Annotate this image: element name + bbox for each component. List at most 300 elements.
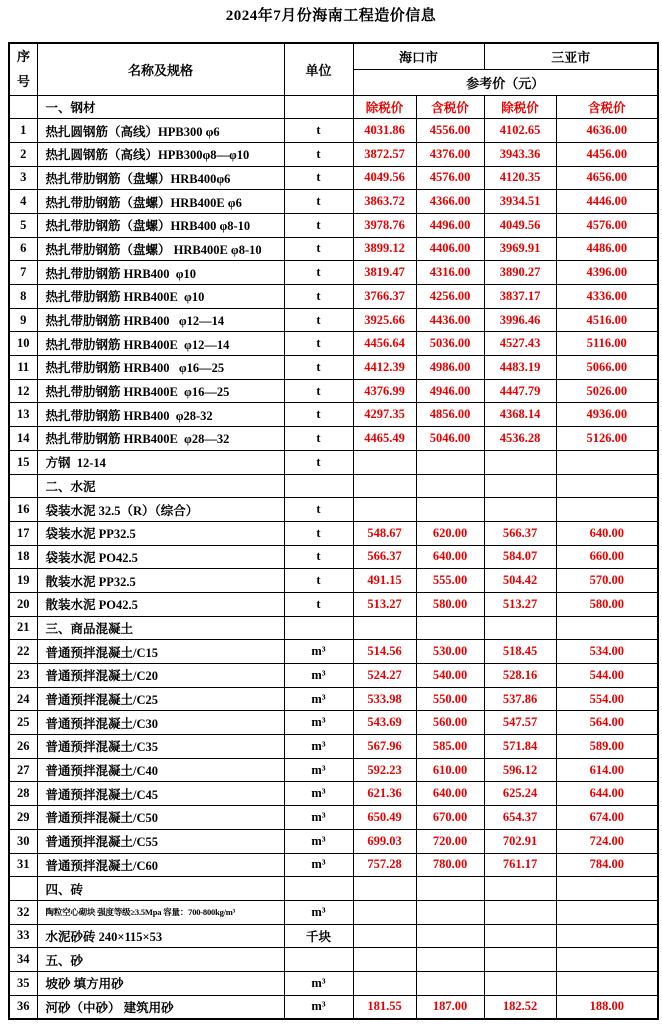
row-number: 30 [9,829,37,853]
item-unit: t [284,545,353,569]
sanya-inc-tax-price: 4516.00 [556,308,658,332]
haikou-inc-tax-price: 550.00 [416,687,484,711]
table-row [9,711,658,735]
haikou-inc-tax-price: 4406.00 [416,237,484,261]
item-unit: t [284,379,353,403]
item-unit: t [284,569,353,593]
haikou-ex-tax-price: 4465.49 [353,427,416,451]
haikou-inc-tax-price: 720.00 [416,829,484,853]
haikou-inc-tax-price [416,971,484,995]
item-unit [284,616,353,640]
table-row [9,900,658,924]
table-row [9,190,658,214]
haikou-ex-tax-price: 699.03 [353,829,416,853]
haikou-ex-tax-price: 4031.86 [353,119,416,143]
sanya-ex-tax-price [484,498,556,522]
item-unit: m³ [284,758,353,782]
haikou-ex-tax-price: 524.27 [353,664,416,688]
item-name: 热扎带肋钢筋（盘螺）HRB400 φ8-10 [37,213,284,237]
haikou-inc-tax-price: 530.00 [416,640,484,664]
item-unit: t [284,237,353,261]
haikou-inc-tax-price: 670.00 [416,806,484,830]
sanya-ex-tax-price: 4536.28 [484,427,556,451]
sanya-ex-tax-price [484,474,556,498]
sanya-inc-tax-price: 4576.00 [556,213,658,237]
item-name: 热扎带肋钢筋 HRB400 φ28-32 [37,403,284,427]
table-row [9,687,658,711]
haikou-ex-tax-price [353,971,416,995]
sanya-inc-tax-price: 644.00 [556,782,658,806]
item-unit: t [284,427,353,451]
sanya-ex-tax-price: 584.07 [484,545,556,569]
row-number: 22 [9,640,37,664]
header-reference-price: 参考价（元） [353,69,658,95]
row-number: 19 [9,569,37,593]
sanya-inc-tax-price [556,616,658,640]
item-name: 热扎带肋钢筋 HRB400E φ16—25 [37,379,284,403]
table-row [9,640,658,664]
haikou-ex-tax-price: 513.27 [353,592,416,616]
sanya-inc-tax-price: 5126.00 [556,427,658,451]
header-unit: 单位 [284,43,353,95]
sanya-inc-tax-price: 4396.00 [556,261,658,285]
item-unit: t [284,285,353,309]
row-number: 5 [9,213,37,237]
haikou-ex-tax-price [353,474,416,498]
row-number: 7 [9,261,37,285]
item-name: 普通预拌混凝土/C15 [37,640,284,664]
header-haikou-city: 海口市 [353,43,484,69]
haikou-ex-tax-price: 4049.56 [353,166,416,190]
section-label: 二、水泥 [37,474,284,498]
haikou-inc-tax-price: 4946.00 [416,379,484,403]
sanya-ex-tax-price [484,971,556,995]
table-row [9,735,658,759]
haikou-ex-tax-price: 757.28 [353,853,416,877]
section-row [9,877,658,901]
item-unit: t [284,119,353,143]
haikou-inc-tax-price: 5036.00 [416,332,484,356]
haikou-ex-tax-price: 514.56 [353,640,416,664]
sanya-inc-tax-price: 含税价 [556,95,658,119]
haikou-ex-tax-price: 3925.66 [353,308,416,332]
haikou-ex-tax-price [353,616,416,640]
item-name: 袋装水泥 PO42.5 [37,545,284,569]
item-name: 陶粒空心砌块 强度等级≥3.5Mpa 容量：700-800kg/m³ [37,900,284,924]
header-sanya-city: 三亚市 [484,43,658,69]
item-unit: t [284,261,353,285]
item-name: 热扎带肋钢筋 HRB400 φ16—25 [37,356,284,380]
item-name: 热扎带肋钢筋 HRB400E φ28—32 [37,427,284,451]
item-name: 热扎圆钢筋（高线）HPB300φ8—φ10 [37,142,284,166]
sanya-inc-tax-price: 544.00 [556,664,658,688]
haikou-inc-tax-price: 4376.00 [416,142,484,166]
item-unit: t [284,308,353,332]
item-unit: t [284,450,353,474]
haikou-ex-tax-price [353,498,416,522]
haikou-inc-tax-price: 4856.00 [416,403,484,427]
sanya-inc-tax-price [556,877,658,901]
item-name: 袋装水泥 PP32.5 [37,521,284,545]
table-row [9,664,658,688]
item-unit: t [284,356,353,380]
row-number: 35 [9,971,37,995]
table-row [9,829,658,853]
sanya-inc-tax-price: 5026.00 [556,379,658,403]
table-row [9,261,658,285]
haikou-inc-tax-price: 4496.00 [416,213,484,237]
haikou-ex-tax-price [353,948,416,972]
sanya-ex-tax-price: 4102.65 [484,119,556,143]
row-number: 10 [9,332,37,356]
item-name: 普通预拌混凝土/C25 [37,687,284,711]
section-label: 一、钢材 [37,95,284,119]
section-row [9,948,658,972]
item-name: 普通预拌混凝土/C45 [37,782,284,806]
row-number: 36 [9,995,37,1019]
haikou-inc-tax-price [416,900,484,924]
row-number: 24 [9,687,37,711]
haikou-inc-tax-price: 4576.00 [416,166,484,190]
item-name: 普通预拌混凝土/C30 [37,711,284,735]
haikou-ex-tax-price: 4456.64 [353,332,416,356]
row-number: 11 [9,356,37,380]
haikou-ex-tax-price: 3978.76 [353,213,416,237]
sanya-ex-tax-price: 761.17 [484,853,556,877]
item-unit: m³ [284,971,353,995]
sanya-ex-tax-price [484,924,556,948]
haikou-ex-tax-price: 4297.35 [353,403,416,427]
item-name: 散装水泥 PP32.5 [37,569,284,593]
sanya-inc-tax-price: 4336.00 [556,285,658,309]
section-label: 四、砖 [37,877,284,901]
item-unit: 千块 [284,924,353,948]
haikou-ex-tax-price: 533.98 [353,687,416,711]
haikou-inc-tax-price: 4986.00 [416,356,484,380]
sanya-ex-tax-price: 4049.56 [484,213,556,237]
table-row [9,213,658,237]
haikou-ex-tax-price: 4376.99 [353,379,416,403]
haikou-inc-tax-price: 585.00 [416,735,484,759]
item-unit [284,877,353,901]
haikou-inc-tax-price: 780.00 [416,853,484,877]
item-unit: t [284,498,353,522]
haikou-inc-tax-price: 4256.00 [416,285,484,309]
sanya-ex-tax-price: 3934.51 [484,190,556,214]
haikou-inc-tax-price [416,948,484,972]
sanya-ex-tax-price: 702.91 [484,829,556,853]
header-row-cities [9,43,658,69]
sanya-ex-tax-price: 4527.43 [484,332,556,356]
sanya-inc-tax-price: 570.00 [556,569,658,593]
haikou-ex-tax-price: 567.96 [353,735,416,759]
haikou-inc-tax-price: 187.00 [416,995,484,1019]
item-name: 普通预拌混凝土/C55 [37,829,284,853]
sanya-ex-tax-price: 3837.17 [484,285,556,309]
sanya-inc-tax-price [556,948,658,972]
page-title: 2024年7月份海南工程造价信息 [225,8,437,24]
haikou-ex-tax-price: 3766.37 [353,285,416,309]
item-unit: t [284,190,353,214]
row-number: 4 [9,190,37,214]
table-row [9,971,658,995]
item-unit: m³ [284,664,353,688]
haikou-ex-tax-price [353,450,416,474]
haikou-ex-tax-price: 4412.39 [353,356,416,380]
item-name: 热扎带肋钢筋 HRB400E φ12—14 [37,332,284,356]
haikou-ex-tax-price [353,924,416,948]
item-unit: t [284,142,353,166]
sanya-inc-tax-price: 674.00 [556,806,658,830]
row-number: 15 [9,450,37,474]
haikou-inc-tax-price: 560.00 [416,711,484,735]
item-name: 热扎带肋钢筋（盘螺） HRB400E φ8-10 [37,237,284,261]
row-number: 12 [9,379,37,403]
item-name: 普通预拌混凝土/C50 [37,806,284,830]
sanya-ex-tax-price: 182.52 [484,995,556,1019]
sanya-inc-tax-price: 589.00 [556,735,658,759]
table-row [9,119,658,143]
sanya-ex-tax-price [484,877,556,901]
haikou-inc-tax-price [416,474,484,498]
row-number: 31 [9,853,37,877]
haikou-inc-tax-price: 4436.00 [416,308,484,332]
table-row [9,545,658,569]
row-number: 13 [9,403,37,427]
sanya-inc-tax-price: 534.00 [556,640,658,664]
row-number: 27 [9,758,37,782]
item-unit: t [284,332,353,356]
haikou-inc-tax-price: 640.00 [416,545,484,569]
row-number: 21 [9,616,37,640]
item-unit: m³ [284,806,353,830]
haikou-inc-tax-price: 4316.00 [416,261,484,285]
row-number: 17 [9,521,37,545]
item-name: 热扎带肋钢筋（盘螺）HRB400E φ6 [37,190,284,214]
sanya-ex-tax-price [484,450,556,474]
sanya-inc-tax-price: 784.00 [556,853,658,877]
sanya-ex-tax-price: 518.45 [484,640,556,664]
item-name: 方钢 12-14 [37,450,284,474]
item-unit [284,95,353,119]
haikou-inc-tax-price [416,877,484,901]
item-name: 河砂（中砂） 建筑用砂 [37,995,284,1019]
item-unit: m³ [284,640,353,664]
table-body [9,95,658,1019]
sanya-ex-tax-price: 547.57 [484,711,556,735]
table-row [9,308,658,332]
row-number: 33 [9,924,37,948]
haikou-ex-tax-price: 548.67 [353,521,416,545]
sanya-inc-tax-price: 4446.00 [556,190,658,214]
row-number [9,95,37,119]
sanya-ex-tax-price: 566.37 [484,521,556,545]
sanya-inc-tax-price [556,971,658,995]
item-unit: t [284,521,353,545]
table-row [9,285,658,309]
table-row [9,924,658,948]
haikou-inc-tax-price: 620.00 [416,521,484,545]
item-name: 普通预拌混凝土/C40 [37,758,284,782]
haikou-ex-tax-price: 除税价 [353,95,416,119]
table-row [9,403,658,427]
sanya-ex-tax-price: 3996.46 [484,308,556,332]
row-number: 1 [9,119,37,143]
row-number: 28 [9,782,37,806]
table-row [9,142,658,166]
item-name: 热扎带肋钢筋（盘螺）HRB400φ6 [37,166,284,190]
sanya-inc-tax-price: 188.00 [556,995,658,1019]
sanya-inc-tax-price: 580.00 [556,592,658,616]
item-unit: m³ [284,687,353,711]
haikou-inc-tax-price: 555.00 [416,569,484,593]
sanya-inc-tax-price: 4636.00 [556,119,658,143]
haikou-ex-tax-price: 3872.57 [353,142,416,166]
item-unit: m³ [284,735,353,759]
haikou-ex-tax-price: 3899.12 [353,237,416,261]
item-name: 水泥砂砖 240×115×53 [37,924,284,948]
haikou-ex-tax-price: 621.36 [353,782,416,806]
sanya-inc-tax-price [556,450,658,474]
sanya-ex-tax-price: 504.42 [484,569,556,593]
sanya-inc-tax-price [556,900,658,924]
sanya-ex-tax-price: 528.16 [484,664,556,688]
sanya-inc-tax-price: 4456.00 [556,142,658,166]
haikou-inc-tax-price [416,616,484,640]
row-number: 3 [9,166,37,190]
section-label: 三、商品混凝土 [37,616,284,640]
item-name: 坡砂 填方用砂 [37,971,284,995]
item-name: 普通预拌混凝土/C60 [37,853,284,877]
haikou-inc-tax-price: 4366.00 [416,190,484,214]
item-unit: m³ [284,995,353,1019]
haikou-ex-tax-price: 543.69 [353,711,416,735]
sanya-inc-tax-price: 724.00 [556,829,658,853]
table-row [9,166,658,190]
row-number: 2 [9,142,37,166]
table-row [9,758,658,782]
sanya-ex-tax-price: 4120.35 [484,166,556,190]
table-row [9,332,658,356]
haikou-ex-tax-price [353,900,416,924]
section-row [9,474,658,498]
sanya-inc-tax-price: 564.00 [556,711,658,735]
sanya-ex-tax-price: 654.37 [484,806,556,830]
sanya-inc-tax-price [556,498,658,522]
row-number: 16 [9,498,37,522]
haikou-ex-tax-price: 592.23 [353,758,416,782]
row-number [9,877,37,901]
item-name: 热扎带肋钢筋 HRB400 φ12—14 [37,308,284,332]
table-row [9,853,658,877]
sanya-ex-tax-price: 513.27 [484,592,556,616]
item-unit [284,474,353,498]
haikou-inc-tax-price [416,924,484,948]
header-serial-number: 序号 [9,43,37,95]
item-unit [284,948,353,972]
item-name: 热扎圆钢筋（高线）HPB300 φ6 [37,119,284,143]
row-number [9,474,37,498]
row-number: 34 [9,948,37,972]
sanya-ex-tax-price [484,948,556,972]
row-number: 26 [9,735,37,759]
table-row [9,498,658,522]
table-row [9,995,658,1019]
haikou-inc-tax-price: 610.00 [416,758,484,782]
item-name: 普通预拌混凝土/C20 [37,664,284,688]
haikou-inc-tax-price: 580.00 [416,592,484,616]
item-unit: m³ [284,900,353,924]
sanya-inc-tax-price: 4656.00 [556,166,658,190]
haikou-inc-tax-price: 含税价 [416,95,484,119]
table-row [9,521,658,545]
table-row [9,569,658,593]
row-number: 9 [9,308,37,332]
item-unit: m³ [284,829,353,853]
haikou-ex-tax-price: 491.15 [353,569,416,593]
haikou-ex-tax-price: 3863.72 [353,190,416,214]
haikou-ex-tax-price: 181.55 [353,995,416,1019]
sanya-ex-tax-price: 4368.14 [484,403,556,427]
section-row [9,95,658,119]
haikou-inc-tax-price [416,498,484,522]
table-header [9,43,658,95]
item-name: 热扎带肋钢筋 HRB400E φ10 [37,285,284,309]
haikou-ex-tax-price: 566.37 [353,545,416,569]
price-table [8,42,659,1020]
header-name-spec: 名称及规格 [37,43,284,95]
sanya-ex-tax-price [484,900,556,924]
haikou-inc-tax-price: 5046.00 [416,427,484,451]
sanya-ex-tax-price: 625.24 [484,782,556,806]
row-number: 32 [9,900,37,924]
table-row [9,379,658,403]
row-number: 14 [9,427,37,451]
sanya-inc-tax-price: 5066.00 [556,356,658,380]
item-name: 散装水泥 PO42.5 [37,592,284,616]
sanya-ex-tax-price: 596.12 [484,758,556,782]
row-number: 6 [9,237,37,261]
haikou-ex-tax-price: 3819.47 [353,261,416,285]
haikou-ex-tax-price [353,877,416,901]
table-row [9,450,658,474]
sanya-ex-tax-price: 3890.27 [484,261,556,285]
table-row [9,806,658,830]
table-row [9,782,658,806]
sanya-ex-tax-price: 3943.36 [484,142,556,166]
sanya-inc-tax-price: 4936.00 [556,403,658,427]
row-number: 18 [9,545,37,569]
item-unit: m³ [284,711,353,735]
section-row [9,616,658,640]
haikou-ex-tax-price: 650.49 [353,806,416,830]
row-number: 25 [9,711,37,735]
table-row [9,356,658,380]
sanya-inc-tax-price: 640.00 [556,521,658,545]
row-number: 8 [9,285,37,309]
row-number: 29 [9,806,37,830]
row-number: 20 [9,592,37,616]
item-name: 普通预拌混凝土/C35 [37,735,284,759]
haikou-inc-tax-price: 640.00 [416,782,484,806]
sanya-inc-tax-price: 4486.00 [556,237,658,261]
item-name: 袋装水泥 32.5（R）（综合） [37,498,284,522]
item-unit: t [284,166,353,190]
sanya-inc-tax-price: 554.00 [556,687,658,711]
sanya-ex-tax-price: 3969.91 [484,237,556,261]
sanya-ex-tax-price: 除税价 [484,95,556,119]
item-unit: t [284,592,353,616]
